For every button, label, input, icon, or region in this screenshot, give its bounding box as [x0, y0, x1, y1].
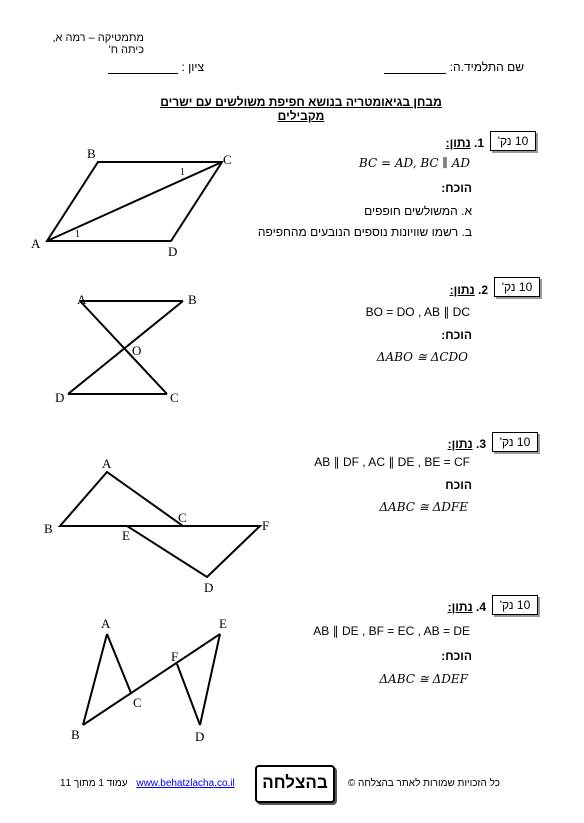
q3-label-c: C — [178, 510, 187, 525]
copyright-text: כל הזכויות שמורות לאתר בהצלחה © — [347, 778, 500, 789]
q1-prove-label: הוכח: — [441, 181, 472, 195]
q3-prove: ΔABC ≅ ΔDFE — [379, 500, 468, 514]
student-name-field[interactable] — [384, 62, 446, 74]
q2-prove: ΔABO ≅ ΔCDO — [376, 350, 468, 364]
q1-given: BC = AD, BC ∥ AD — [358, 156, 470, 170]
q3-number: 3. — [475, 437, 486, 451]
q3-prove-label: הוכח — [445, 478, 472, 492]
q4-prove: ΔABC ≅ ΔDEF — [379, 672, 468, 686]
q4-prove-label: הוכח: — [441, 649, 472, 663]
q1-label-a: A — [31, 236, 41, 251]
q3-diagram — [40, 455, 280, 595]
q3-triangle-dfe — [127, 526, 260, 577]
q4-label-f: F — [171, 649, 179, 664]
q1-diagram — [25, 140, 245, 260]
site-link[interactable]: www.behatzlacha.co.il — [136, 778, 235, 789]
q1-angle-a-label: 1 — [75, 229, 80, 240]
q4-given-label: נתון: — [447, 600, 473, 614]
q3-label-b: B — [44, 521, 53, 536]
q1-label-b: B — [87, 146, 96, 161]
grade-row — [84, 60, 204, 74]
q3-label-e: E — [122, 528, 130, 543]
q4-points-badge: 10 נק' — [492, 595, 538, 615]
q3-points-badge: 10 נק' — [492, 432, 538, 452]
q2-given: BO = DO , AB ∥ DC — [365, 305, 470, 319]
q1-angle-c-label: 1 — [180, 167, 185, 178]
q4-label-d: D — [195, 729, 205, 744]
q1-item-a: א. המשולשים חופפים — [364, 204, 472, 218]
student-name-row — [324, 60, 524, 74]
grade-field[interactable] — [108, 62, 178, 74]
q4-label-e: E — [219, 616, 227, 631]
q4-label-a: A — [101, 616, 111, 631]
q4-diagram — [65, 612, 245, 750]
q2-label-d: D — [55, 390, 65, 405]
student-name-label: שם התלמיד.ה: — [449, 60, 524, 74]
q2-prove-label: הוכח: — [441, 328, 472, 342]
q1-points-badge: 10 נק' — [490, 131, 536, 151]
q4-header — [426, 600, 486, 614]
q4-number: 4. — [475, 600, 486, 614]
site-logo — [255, 765, 335, 803]
q4-given: AB ∥ DE , BF = EC , AB = DE — [313, 624, 470, 638]
q2-label-a: A — [77, 292, 87, 307]
q2-header — [428, 283, 488, 297]
q2-points-badge: 10 נק' — [494, 277, 540, 297]
q3-given-label: נתון: — [447, 437, 473, 451]
q2-number: 2. — [477, 283, 488, 297]
q1-header — [424, 136, 484, 150]
q3-label-a: A — [102, 456, 112, 471]
q1-number: 1. — [473, 136, 484, 150]
subject-line: מתמטיקה – רמה א, כיתה ח' — [52, 32, 144, 56]
q2-label-c: C — [170, 390, 179, 405]
q1-label-d: D — [168, 244, 178, 259]
q1-label-c: C — [223, 152, 232, 167]
grade-label: ציון : — [181, 60, 204, 74]
q3-label-d: D — [204, 580, 214, 595]
q3-triangle-abc — [60, 472, 183, 526]
q2-label-b: B — [188, 292, 197, 307]
q3-given: AB ∥ DF , AC ∥ DE , BE = CF — [314, 455, 470, 469]
q3-header — [426, 437, 486, 451]
q4-label-c: C — [133, 695, 142, 710]
page-number: עמוד 1 מתוך 11 — [60, 778, 128, 789]
q2-label-o: O — [132, 343, 142, 358]
q1-item-b: ב. רשמו שוויונות נוספים הנובעים מהחפיפה — [257, 225, 472, 239]
q3-label-f: F — [262, 518, 270, 533]
q2-diagram — [50, 288, 210, 408]
logo-text: בהצלחה — [262, 773, 328, 792]
q2-given-label: נתון: — [449, 283, 475, 297]
footer-right — [60, 778, 255, 789]
q1-given-label: נתון: — [445, 136, 471, 150]
page-title: מבחן בגיאומטריה בנושא חפיפת משולשים עם ישרים מקבילים — [160, 95, 442, 123]
q4-label-b: B — [71, 727, 80, 742]
